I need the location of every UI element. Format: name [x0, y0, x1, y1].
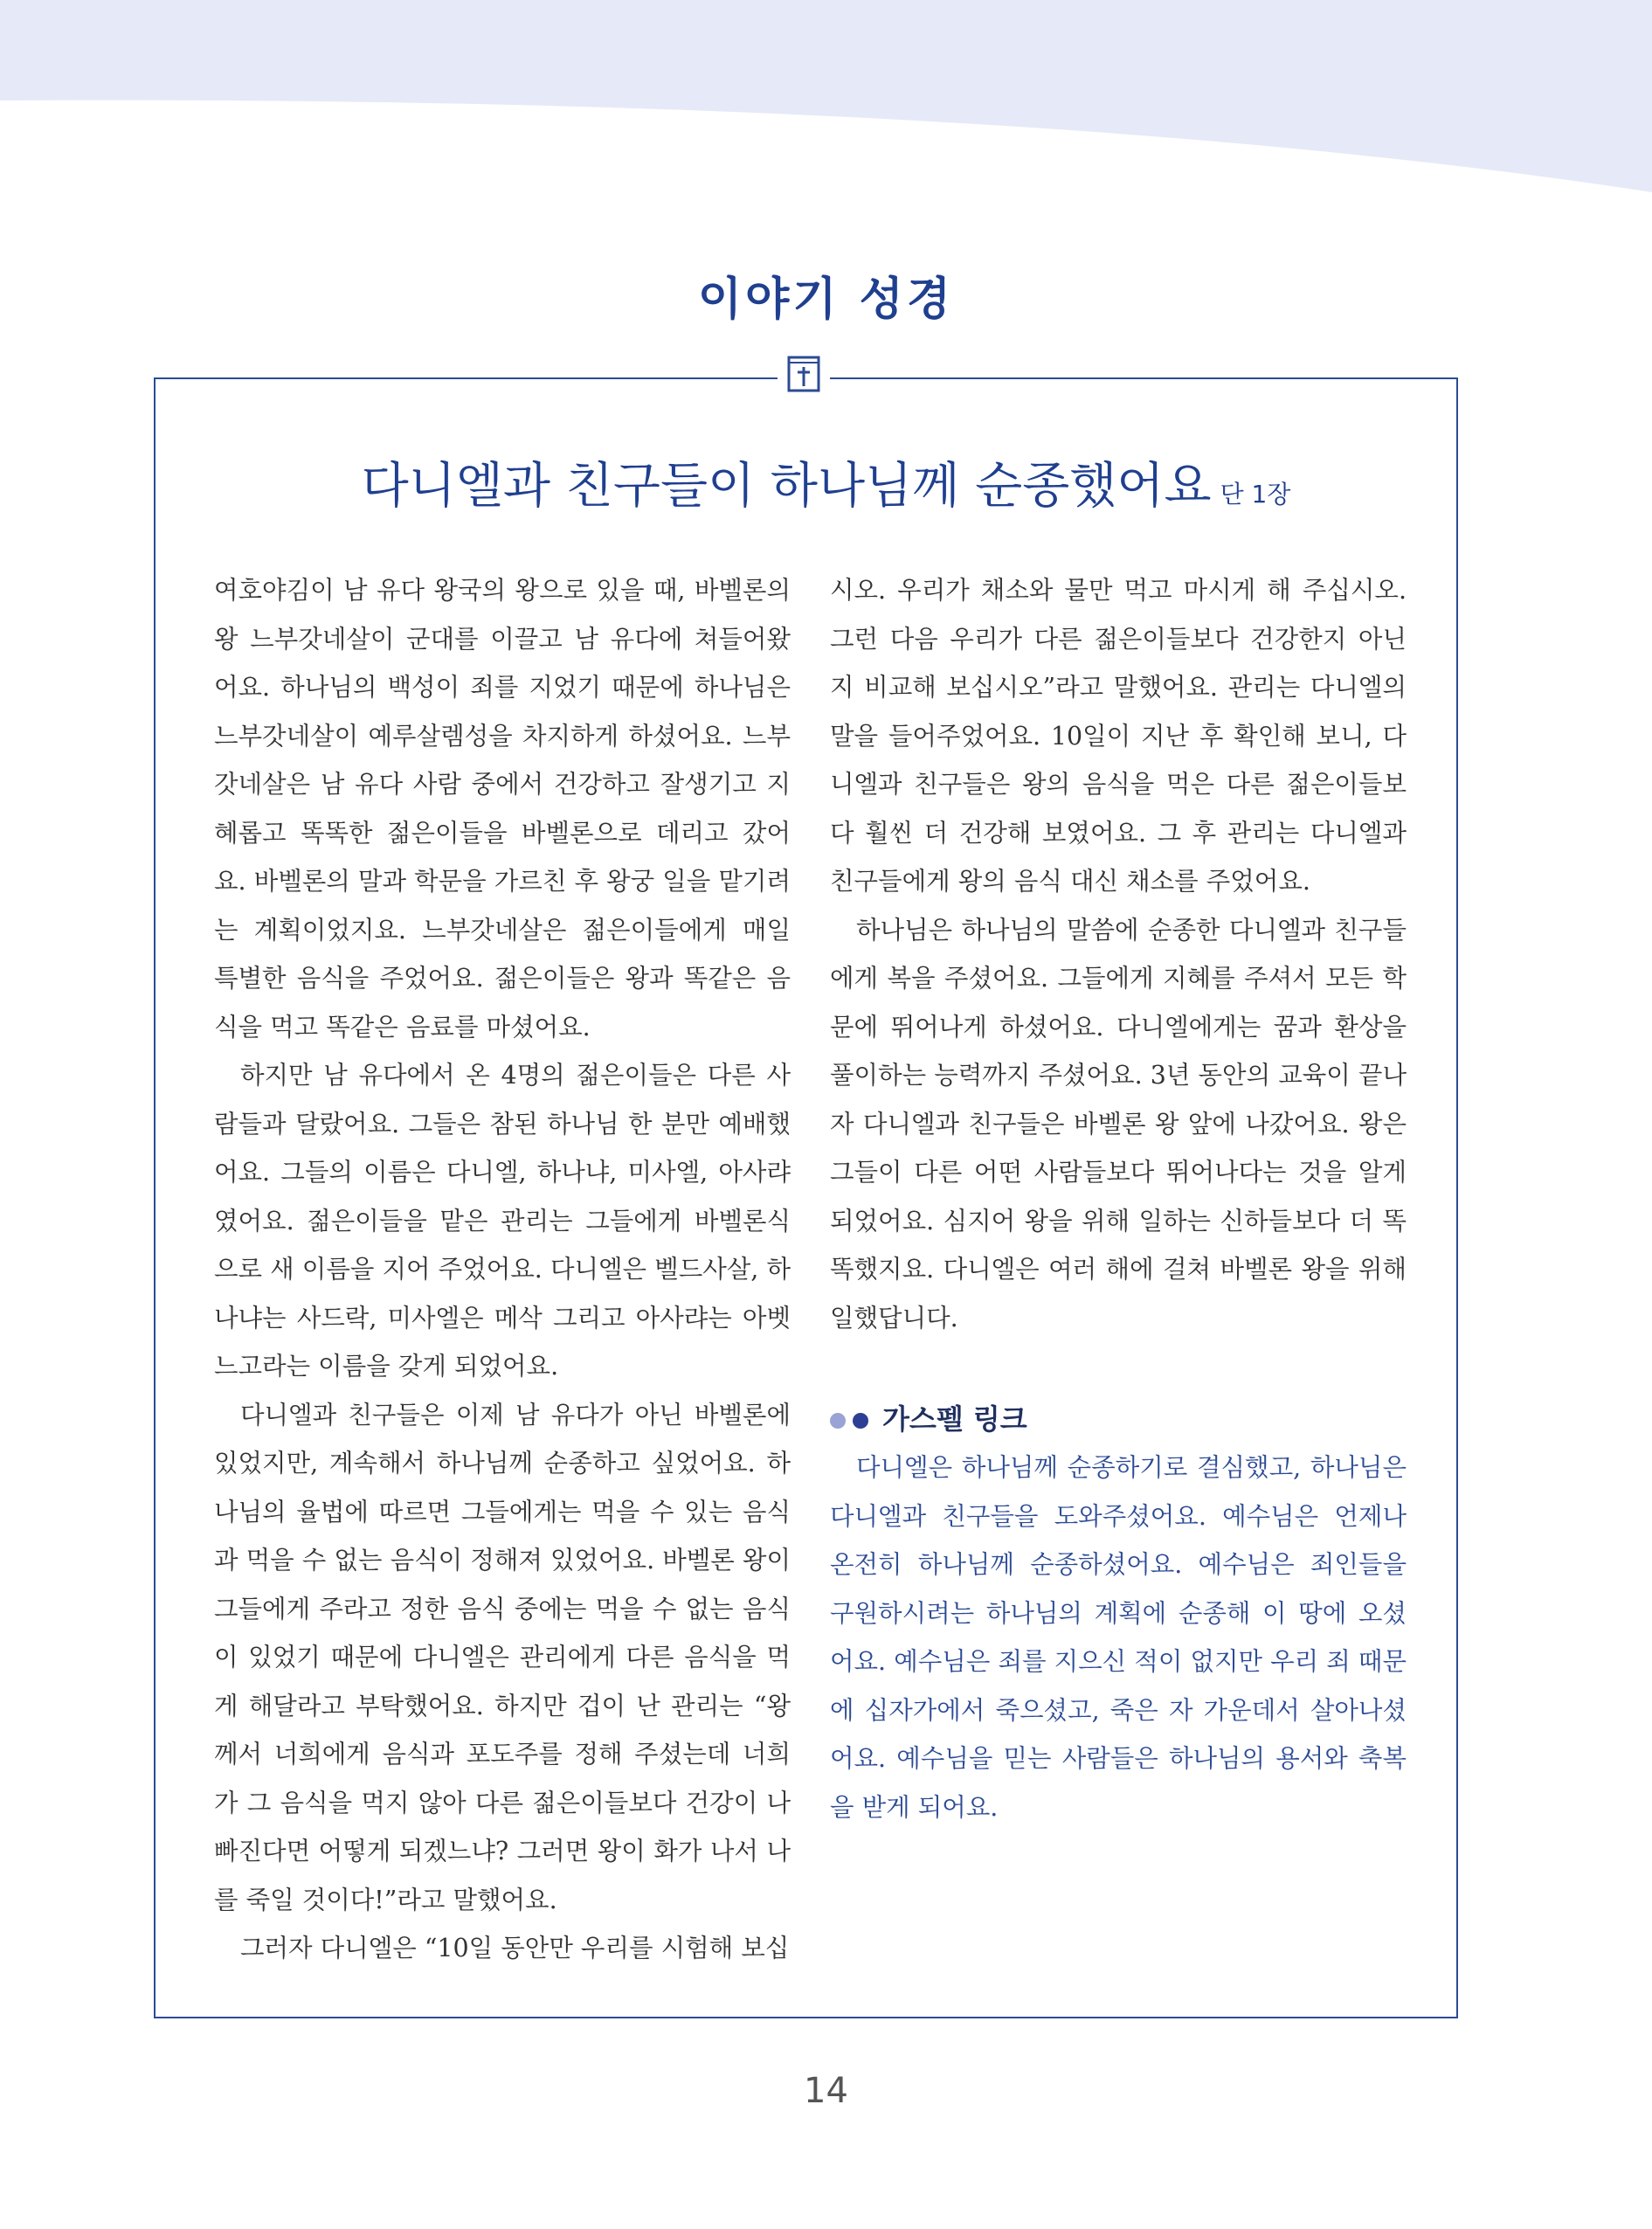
section-label: 이야기 성경 — [697, 273, 955, 326]
story-title: 다니엘과 친구들이 하나님께 순종했어요 — [361, 458, 1212, 515]
story-paragraph: 그러자 다니엘은 “10일 동안만 우리를 시험해 보십 — [240, 1934, 790, 1962]
story-paragraph: 하지만 남 유다에서 온 4명의 젊은이들은 다른 사람들과 달랐어요. 그들은 참된 하나님 한 분만 예배했어요. 그들의 이름은 다니엘, 하나냐, 미사엘, 아사랴였어요. 젊은이들을 맡은 관리는 그들에게 바벨론식으로 새 이름을 지어 주었어요. 다니엘은 벨드사살, 하나냐는 사드락, 미사엘은 메삭 그리고 아사랴는 아벳느고라는 이름을 갖게 되었어요. — [214, 1061, 791, 1381]
bullet-dot-icon — [830, 1413, 846, 1429]
left-column — [214, 566, 791, 1973]
cross-book-icon — [786, 355, 821, 393]
cross-badge — [778, 355, 830, 402]
bullet-dot-icon — [853, 1413, 868, 1429]
story-paragraph: 다니엘과 친구들은 이제 남 유다가 아닌 바벨론에 있었지만, 계속해서 하나님께 순종하고 싶었어요. 하나님의 율법에 따르면 그들에게는 먹을 수 있는 음식과 먹을 수 없는 음식이 정해져 있었어요. 바벨론 왕이 그들에게 주라고 정한 음식 중에는 먹을 수 없는 음식이 있었기 때문에 다니엘은 관리에게 다른 음식을 먹게 해달라고 부탁했어요. 하지만 겁이 난 관리는 “왕께서 너희에게 음식과 포도주를 정해 주셨는데 너희가 그 음식을 먹지 않아 다른 젊은이들보다 건강이 나빠진다면 어떻게 되겠느냐? 그러면 왕이 화가 나서 나를 죽일 것이다!”라고 말했어요. — [214, 1400, 791, 1914]
story-paragraph: 시오. 우리가 채소와 물만 먹고 마시게 해 주십시오. 그런 다음 우리가 다른 젊은이들보다 건강한지 아닌지 비교해 보십시오”라고 말했어요. 관리는 다니엘의 말을 들어주었어요. 10일이 지난 후 확인해 보니, 다니엘과 친구들은 왕의 음식을 먹은 다른 젊은이들보다 훨씬 더 건강해 보였어요. 그 후 관리는 다니엘과 친구들에게 왕의 음식 대신 채소를 주었어요. — [830, 576, 1407, 896]
top-wave-decoration — [0, 0, 1652, 210]
page-number: 14 — [804, 2071, 848, 2111]
story-paragraph: 하나님은 하나님의 말씀에 순종한 다니엘과 친구들에게 복을 주셨어요. 그들에게 지혜를 주셔서 모든 학문에 뛰어나게 하셨어요. 다니엘에게는 꿈과 환상을 풀이하는 능력까지 주셨어요. 3년 동안의 교육이 끝나자 다니엘과 친구들은 바벨론 왕 앞에 나갔어요. 왕은 그들이 다른 어떤 사람들보다 뛰어나다는 것을 알게 되었어요. 심지어 왕을 위해 일하는 신하들보다 더 똑똑했지요. 다니엘은 여러 해에 걸쳐 바벨론 왕을 위해 일했답니다. — [830, 915, 1407, 1333]
story-title-line — [0, 447, 1652, 534]
gospel-link-title: 가스펠 링크 — [882, 1402, 1027, 1436]
right-column — [830, 566, 1407, 1831]
gospel-link-body: 다니엘은 하나님께 순종하기로 결심했고, 하나님은 다니엘과 친구들을 도와주셨어요. 예수님은 언제나 온전히 하나님께 순종하셨어요. 예수님은 죄인들을 구원하시려는 하나님의 계획에 순종해 이 땅에 오셨어요. 예수님은 죄를 지으신 적이 없지만 우리 죄 때문에 십자가에서 죽으셨고, 죽은 자 가운데서 살아나셨어요. 예수님을 믿는 사람들은 하나님의 용서와 축복을 받게 되어요. — [830, 1453, 1407, 1822]
story-paragraph: 여호야김이 남 유다 왕국의 왕으로 있을 때, 바벨론의 왕 느부갓네살이 군대를 이끌고 남 유다에 쳐들어왔어요. 하나님의 백성이 죄를 지었기 때문에 하나님은 느부갓네살이 예루살렘성을 차지하게 하셨어요. 느부갓네살은 남 유다 사람 중에서 건강하고 잘생기고 지혜롭고 똑똑한 젊은이들을 바벨론으로 데리고 갔어요. 바벨론의 말과 학문을 가르친 후 왕궁 일을 맡기려는 계획이었지요. 느부갓네살은 젊은이들에게 매일 특별한 음식을 주었어요. 젊은이들은 왕과 똑같은 음식을 먹고 똑같은 음료를 마셨어요. — [214, 576, 791, 1042]
scripture-reference: 단 1장 — [1220, 480, 1291, 509]
gospel-link-heading — [830, 1395, 1407, 1443]
